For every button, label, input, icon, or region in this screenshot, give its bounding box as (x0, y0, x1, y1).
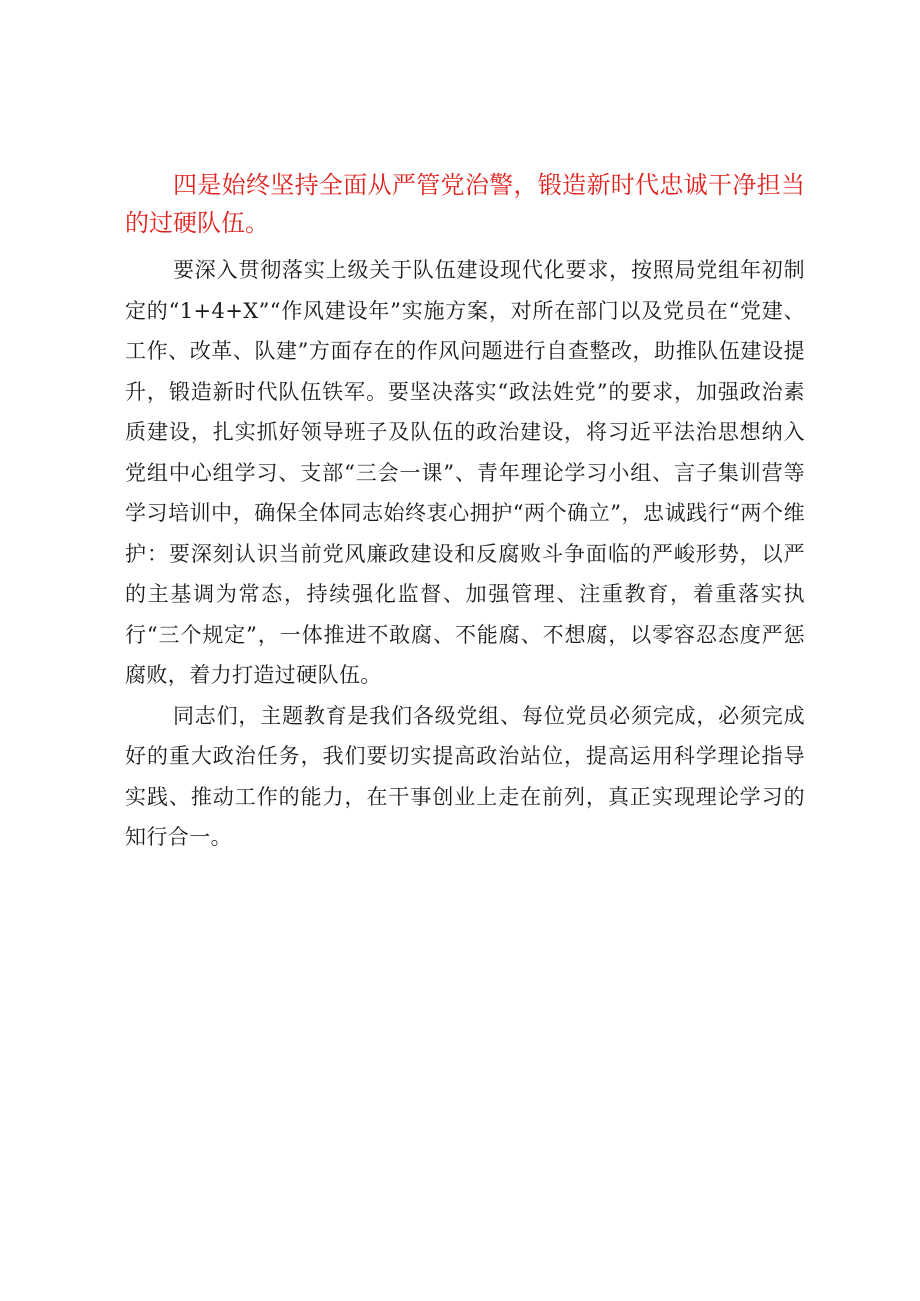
section-heading: 四是始终坚持全面从严管党治警，锻造新时代忠诚干净担当的过硬队伍。 (125, 171, 805, 237)
body-paragraph: 同志们，主题教育是我们各级党组、每位党员必须完成，必须完成好的重大政治任务，我们要切实提高政治站位，提高运用科学理论指导实践、推动工作的能力，在干事创业上走在前列，真正实现理论学习的知行合一。 (125, 703, 805, 849)
body-paragraph: 要深入贯彻落实上级关于队伍建设现代化要求，按照局党组年初制定的“1+4+X”“作风建设年”实施方案，对所在部门以及党员在“党建、工作、改革、队建”方面存在的作风问题进行自查整改，助推队伍建设提升，锻造新时代队伍铁军。要坚决落实“政法姓党”的要求，加强政治素质建设，扎实抓好领导班子及队伍的政治建设，将习近平法治思想纳入党组中心组学习、支部“三会一课”、青年理论学习小组、言子集训营等学习培训中，确保全体同志始终衷心拥护“两个确立”，忠诚践行“两个维护：要深刻认识当前党风廉政建设和反腐败斗争面临的严峻形势，以严的主基调为常态，持续强化监督、加强管理、注重教育，着重落实执行“三个规定”，一体推进不敢腐、不能腐、不想腐，以零容忍态度严惩腐败，着力打造过硬队伍。 (125, 258, 805, 687)
document-body (125, 166, 805, 858)
